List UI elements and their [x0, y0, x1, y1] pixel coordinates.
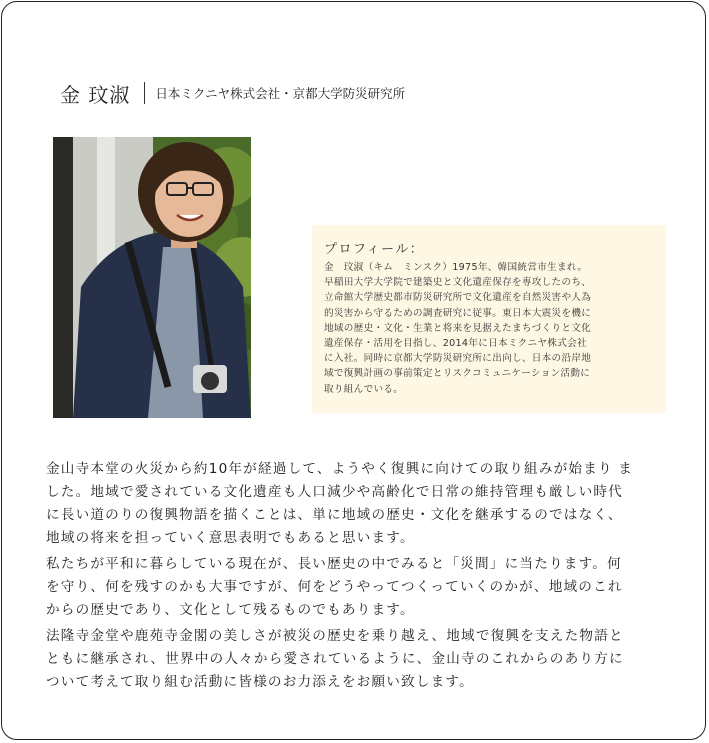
- profile-title: プロフィール：: [324, 242, 425, 257]
- message-paragraph: 私たちが平和に暮らしている現在が、長い歴史の中でみると「災間」に当たります。何 を守り、何を残すのかも大事ですが、何をどうやってつくっていくのかが、地域のこれ からの歴史であり、文化として残るものでもあります。: [46, 556, 623, 618]
- header-divider: [144, 82, 145, 104]
- affiliation: 日本ミクニヤ株式会社・京都大学防災研究所: [155, 86, 406, 101]
- message-paragraph: 法隆寺金堂や鹿苑寺金閣の美しさが被災の歴史を乗り越え、地域で復興を支えた物語と ともに継承され、世界中の人々から愛されているように、金山寺のこれからのあり方に ついて考えて取り組む活動に皆様のお力添えをお願い致します。: [46, 628, 624, 690]
- message-body: [46, 458, 674, 697]
- portrait-photo-icon: [53, 137, 251, 418]
- profile-body: 金 玟淑（キム ミンスク）1975年、韓国統営市生まれ。 早稲田大学大学院で建築史と文化遺産保存を専攻したのち、 立命館大学歴史都市防災研究所で文化遺産を自然災害や人為 的災害から守るための調査研究に従事。東日本大震災を機に 地域の歴史・文化・生業と将来を見据えたまちづくりと文化 遺産保存・活用を目指し、2014年に日本ミクニヤ株式会社 に入社。同時に京都大学防災研究所に出向し、日本の沿岸地 域で復興計画の事前策定とリスクコミュニケーション活動に 取り組んでいる。: [324, 262, 592, 395]
- portrait-photo: [53, 137, 251, 418]
- profile-box: [312, 225, 666, 413]
- profile-card: [1, 1, 706, 740]
- header: [60, 79, 405, 107]
- message-paragraph: 金山寺本堂の火災から約10年が経過して、ようやく復興に向けての取り組みが始まり ま した。地域で愛されている文化遺産も人口減少や高齢化で日常の維持管理も厳しい時代 に長い道のりの復興物語を描くことは、単に地域の歴史・文化を継承するのではなく、 地域の将来を担っていく意思表明でもあると思います。: [46, 461, 634, 546]
- person-name: 金 玟淑: [60, 82, 131, 107]
